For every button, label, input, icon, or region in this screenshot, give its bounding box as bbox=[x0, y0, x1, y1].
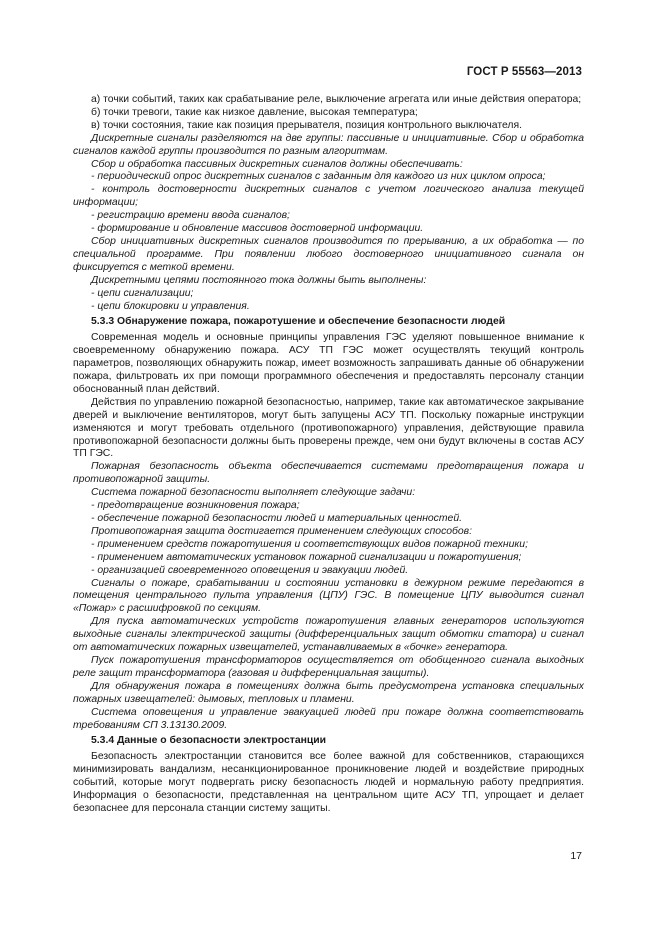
paragraph: Сбор и обработка пассивных дискретных сигналов должны обеспечивать: bbox=[91, 158, 463, 170]
paragraph: Действия по управлению пожарной безопасностью, например, такие как автоматическое закрывание дверей и выключение вентиляторов, могут быть запущены АСУ ТП. Поскольку пожарные инструкции изменяются и могут требовать отдельного (противопожарного) управления, действующие правила противопожарной безопасности должны быть проверены прежде, чем они будут включены в состав АСУ ТП ГЭС. bbox=[73, 396, 584, 460]
paragraph: Пуск пожаротушения трансформаторов осуществляется от обобщенного сигнала выходных реле защит трансформатора (газовая и дифференциальная защиты). bbox=[73, 654, 584, 679]
paragraph: Сигналы о пожаре, срабатывании и состоянии установки в дежурном режиме передаются в помещения центрального пульта управления (ЦПУ) ГЭС. В помещение ЦПУ выводится сигнал «Пожар» с расшифровкой по секциям. bbox=[73, 577, 584, 615]
paragraph: Противопожарная защита достигается применением следующих способов: bbox=[91, 525, 472, 537]
paragraph: Система оповещения и управление эвакуацией людей при пожаре должна соответствовать требованиям СП 3.13130.2009. bbox=[73, 706, 584, 731]
paragraph: Дискретными цепями постоянного тока должны быть выполнены: bbox=[91, 274, 427, 286]
section-heading: 5.3.4 Данные о безопасности электростанции bbox=[91, 735, 327, 747]
paragraph: Безопасность электростанции становится все более важной для собственников, старающихся минимизировать вандализм, несанкционированное проникновение людей и воздействие природных событий, которые могут подвергать риску безопасность людей и нормальную работу предприятия. Информация о безопасности, представленная на центральном щите АСУ ТП, упрощает и делает безопаснее для персонала станции систему защиты. bbox=[73, 751, 584, 814]
paragraph: а) точки событий, таких как срабатывание реле, выключение агрегата или иные действия оператора; bbox=[91, 94, 582, 105]
paragraph: Современная модель и основные принципы управления ГЭС уделяют повышенное внимание к своевременному обнаружению пожара. АСУ ТП ГЭС может осуществлять текущий контроль параметров, позволяющих обнаружить пожар, имеет возможность запрашивать данные об обнаружении пожара, фильтровать их при помощи программного обеспечения и предоставлять персоналу станции обоснованный план действий. bbox=[73, 332, 584, 395]
paragraph: Система пожарной безопасности выполняет следующие задачи: bbox=[91, 487, 416, 499]
paragraph: Для обнаружения пожара в помещениях должна быть предусмотрена установка специальных пожарных извещателей: дымовых, тепловых и пламени. bbox=[73, 680, 584, 705]
paragraph: Дискретные сигналы разделяются на две группы: пассивные и инициативные. Сбор и обработка сигналов каждой группы производится по разным алгоритмам. bbox=[73, 132, 584, 157]
paragraph: - применением автоматических установок пожарной сигнализации и пожаротушения; bbox=[91, 551, 522, 563]
paragraph: - формирование и обновление массивов достоверной информации. bbox=[91, 223, 424, 235]
paragraph: - регистрацию времени ввода сигналов; bbox=[91, 210, 290, 222]
paragraph: - периодический опрос дискретных сигналов с заданным для каждого из них циклом опроса; bbox=[91, 171, 546, 183]
paragraph: Сбор инициативных дискретных сигналов производится по прерыванию, а их обработка — по специальной программе. При появлении любого достоверного инициативного сигнала он фиксируется с меткой времени. bbox=[73, 235, 584, 273]
paragraph: б) точки тревоги, такие как низкое давление, высокая температура; bbox=[91, 106, 418, 118]
page-number: 17 bbox=[570, 850, 582, 862]
paragraph: - контроль достоверности дискретных сигналов с учетом логического анализа текущей информации; bbox=[73, 184, 584, 209]
paragraph: - организацией своевременного оповещения и эвакуации людей. bbox=[91, 564, 409, 576]
paragraph: - цепи сигнализации; bbox=[91, 287, 194, 299]
paragraph: - применением средств пожаротушения и соответствующих видов пожарной техники; bbox=[91, 538, 528, 550]
paragraph: в) точки состояния, такие как позиция прерывателя, позиция контрольного выключателя. bbox=[91, 119, 522, 131]
paragraph: Пожарная безопасность объекта обеспечивается системами предотвращения пожара и противопожарной защиты. bbox=[73, 461, 584, 486]
paragraph: - обеспечение пожарной безопасности людей и материальных ценностей. bbox=[91, 513, 462, 524]
paragraph: - цепи блокировки и управления. bbox=[91, 300, 250, 312]
standard-header: ГОСТ Р 55563—2013 bbox=[466, 66, 582, 78]
paragraph: Для пуска автоматических устройств пожаротушения главных генераторов используются выходные сигналы электрической защиты (дифференциальных защит обмотки статора) и сигнал от автоматических пожарных извещателей, устанавливаемых в «бочке» генератора. bbox=[73, 616, 584, 654]
section-heading: 5.3.3 Обнаружение пожара, пожаротушение и обеспечение безопасности людей bbox=[91, 316, 506, 328]
paragraph: - предотвращение возникновения пожара; bbox=[91, 500, 300, 512]
document-body bbox=[73, 94, 584, 816]
